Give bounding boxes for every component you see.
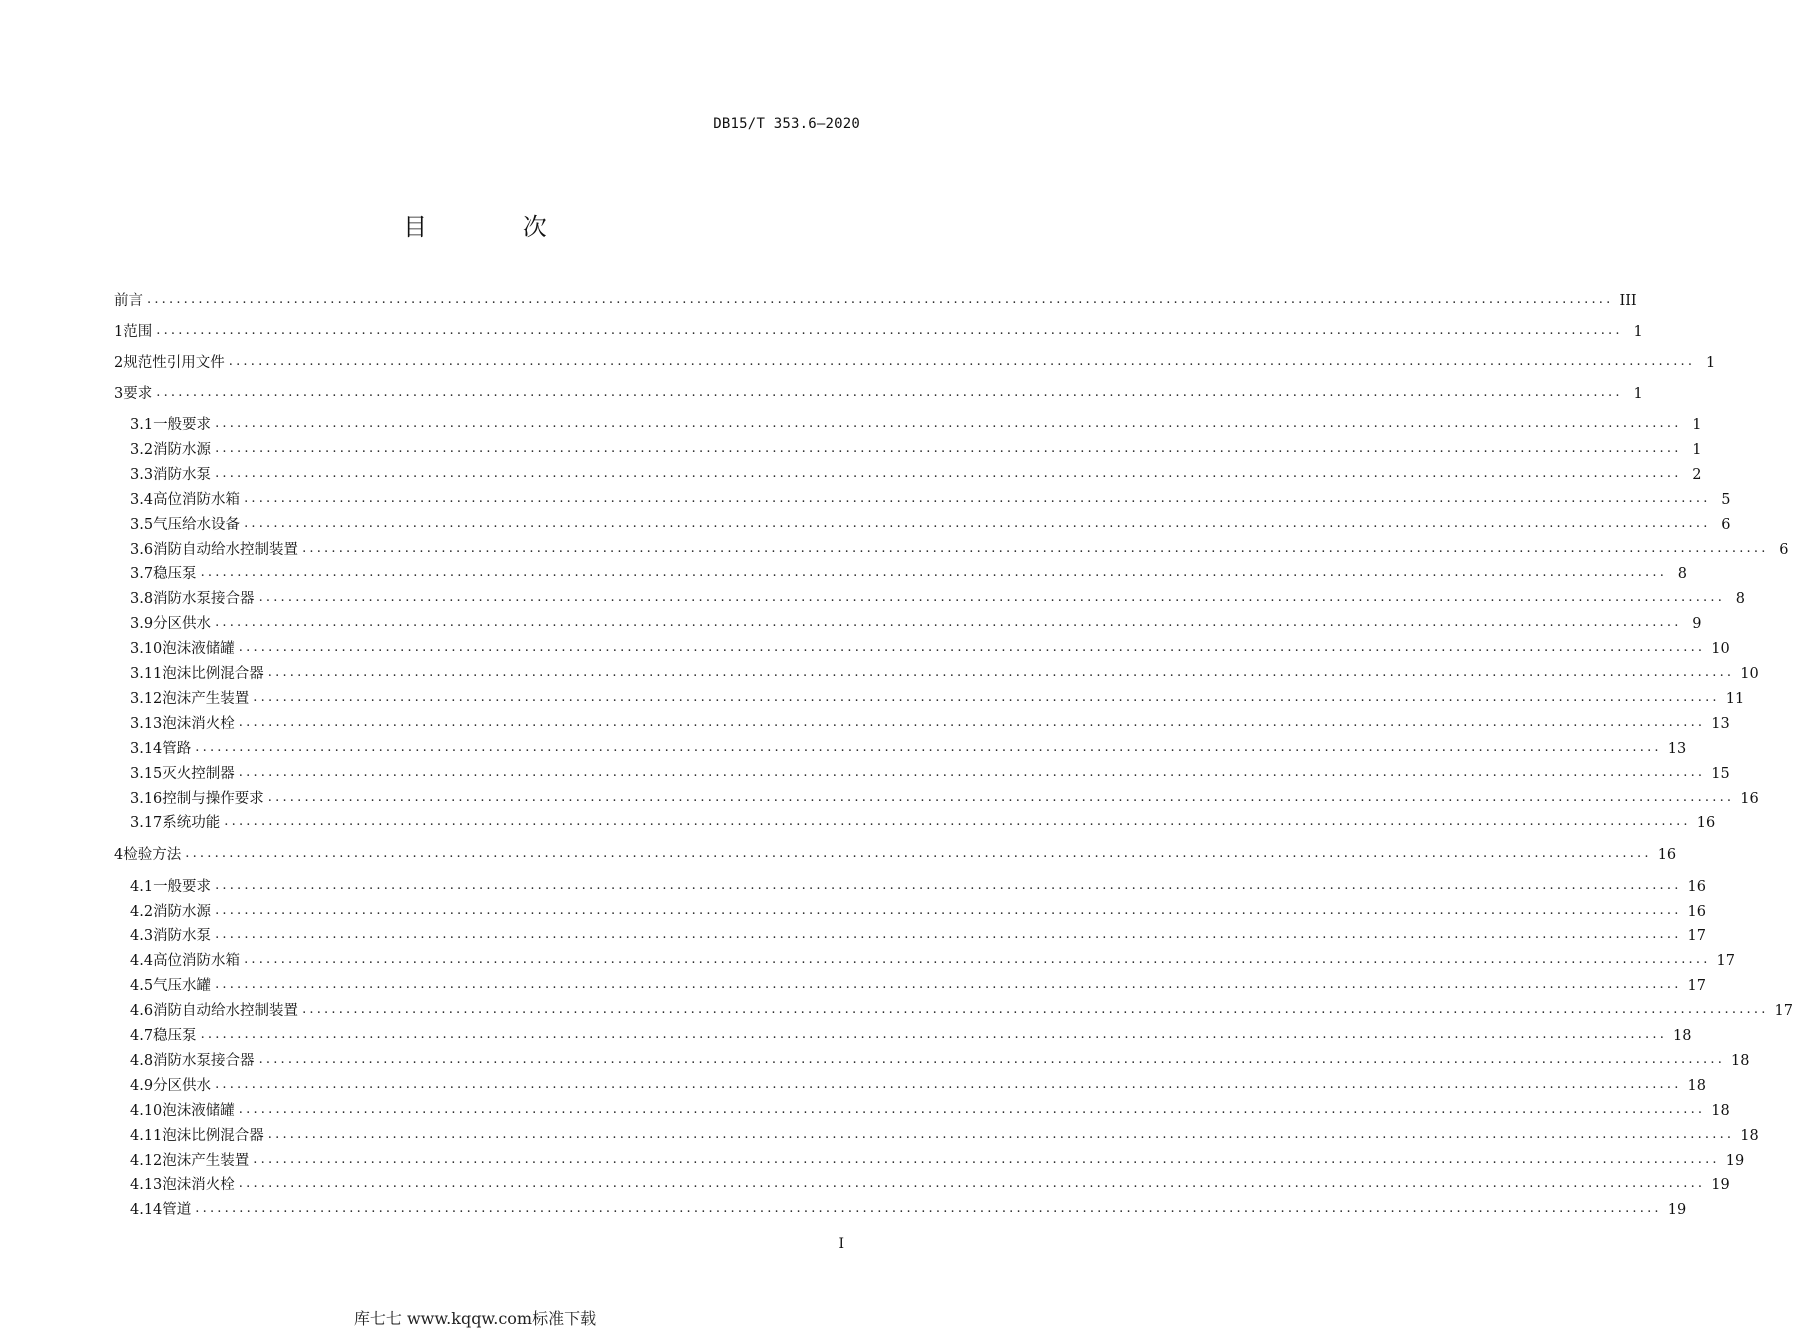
toc-entry-label: 范围 bbox=[123, 324, 153, 340]
toc-entry[interactable] bbox=[130, 898, 1706, 922]
toc-dot-leader: ........................................................................................................................................................................................................ bbox=[200, 1027, 1668, 1042]
toc-entry[interactable] bbox=[130, 660, 1759, 684]
toc-entry-page: 9 bbox=[1692, 616, 1702, 632]
toc-entry-label: 规范性引用文件 bbox=[123, 355, 225, 371]
toc-entry-number: 4.3 bbox=[130, 928, 154, 944]
toc-entry-label: 高位消防水箱 bbox=[153, 953, 241, 969]
toc-entry-page: 17 bbox=[1716, 953, 1735, 969]
toc-entry-page: 16 bbox=[1696, 815, 1716, 831]
toc-dot-leader: ........................................................................................................................................................................................................ bbox=[238, 640, 1706, 655]
toc-entry-number: 4.5 bbox=[130, 978, 154, 994]
toc-entry-number: 3.17 bbox=[130, 815, 163, 831]
toc-entry-page: 1 bbox=[1692, 442, 1702, 458]
toc-entry-number: 4 bbox=[114, 847, 124, 863]
toc-entry-label: 检验方法 bbox=[123, 847, 182, 863]
toc-entry-page: 18 bbox=[1687, 1078, 1706, 1094]
toc-dot-leader: ........................................................................................................................................................................................................ bbox=[156, 385, 1623, 400]
toc-entry-label: 泡沫产生装置 bbox=[162, 1153, 250, 1169]
toc-entry-number: 3.12 bbox=[130, 691, 163, 707]
toc-entry-label: 泡沫液储罐 bbox=[162, 641, 235, 657]
toc-entry[interactable] bbox=[130, 760, 1730, 784]
toc-entry-page: 16 bbox=[1657, 847, 1677, 863]
toc-entry-label: 要求 bbox=[123, 386, 153, 402]
toc-entry-label: 高位消防水箱 bbox=[153, 492, 241, 508]
toc-entry[interactable] bbox=[130, 1122, 1759, 1146]
toc-dot-leader: ........................................................................................................................................................................................................ bbox=[244, 516, 1711, 531]
toc-entry-label: 控制与操作要求 bbox=[162, 791, 264, 807]
toc-dot-leader: ........................................................................................................................................................................................................ bbox=[215, 903, 1682, 918]
toc-entry-label: 泡沫比例混合器 bbox=[162, 666, 264, 682]
document-code: DB15/T 353.6—2020 bbox=[713, 116, 860, 132]
toc-dot-leader: ........................................................................................................................................................................................................ bbox=[238, 715, 1706, 730]
toc-entry-number: 3.3 bbox=[130, 467, 154, 483]
toc-entry-number: 4.14 bbox=[130, 1202, 163, 1218]
toc-dot-leader: ........................................................................................................................................................................................................ bbox=[215, 878, 1682, 893]
toc-entry-number: 4.13 bbox=[130, 1177, 163, 1193]
toc-dot-leader: ........................................................................................................................................................................................................ bbox=[147, 292, 1614, 307]
toc-entry-label: 分区供水 bbox=[153, 616, 212, 632]
toc-entry[interactable] bbox=[130, 610, 1702, 634]
toc-entry[interactable] bbox=[130, 560, 1688, 584]
toc-entry-label: 消防水泵接合器 bbox=[153, 1053, 255, 1069]
toc-dot-leader: ........................................................................................................................................................................................................ bbox=[253, 690, 1720, 705]
toc-entry-number: 4.8 bbox=[130, 1053, 154, 1069]
toc-dot-leader: ........................................................................................................................................................................................................ bbox=[302, 1002, 1769, 1017]
toc-entry-label: 消防水泵接合器 bbox=[153, 591, 255, 607]
toc-entry-page: 11 bbox=[1725, 691, 1745, 707]
toc-entry-number: 3.16 bbox=[130, 791, 163, 807]
toc-entry-label: 泡沫液储罐 bbox=[162, 1103, 235, 1119]
toc-entry-page: 17 bbox=[1687, 978, 1706, 994]
toc-entry-number: 3.4 bbox=[130, 492, 154, 508]
toc-entry-page: 2 bbox=[1692, 467, 1702, 483]
toc-entry-label: 泡沫比例混合器 bbox=[162, 1128, 264, 1144]
toc-entry[interactable] bbox=[130, 685, 1745, 709]
toc-entry[interactable] bbox=[130, 809, 1716, 833]
toc-entry-number: 3.11 bbox=[130, 666, 163, 682]
toc-entry-label: 泡沫消火栓 bbox=[162, 716, 235, 732]
toc-entry[interactable] bbox=[130, 997, 1793, 1021]
toc-entry-number: 4.2 bbox=[130, 904, 154, 920]
toc-entry-page: 1 bbox=[1633, 324, 1643, 340]
toc-entry-label: 消防水泵 bbox=[153, 467, 212, 483]
toc-entry-number: 3.6 bbox=[130, 542, 154, 558]
toc-dot-leader: ........................................................................................................................................................................................................ bbox=[215, 416, 1682, 431]
toc-dot-leader: ........................................................................................................................................................................................................ bbox=[215, 927, 1682, 942]
toc-entry[interactable] bbox=[130, 710, 1730, 734]
toc-dot-leader: ........................................................................................................................................................................................................ bbox=[238, 765, 1706, 780]
toc-dot-leader: ........................................................................................................................................................................................................ bbox=[302, 541, 1769, 556]
toc-entry-page: 18 bbox=[1740, 1128, 1759, 1144]
toc-entry-label: 灭火控制器 bbox=[162, 766, 235, 782]
toc-entry-page: 18 bbox=[1673, 1028, 1692, 1044]
toc-entry-page: 10 bbox=[1711, 641, 1730, 657]
toc-entry-number: 4.6 bbox=[130, 1003, 154, 1019]
toc-entry-label: 泡沫消火栓 bbox=[162, 1177, 235, 1193]
toc-entry-label: 管路 bbox=[162, 741, 192, 757]
toc-dot-leader: ........................................................................................................................................................................................................ bbox=[200, 565, 1668, 580]
toc-dot-leader: ........................................................................................................................................................................................................ bbox=[215, 466, 1682, 481]
toc-entry-number: 3.1 bbox=[130, 417, 154, 433]
toc-entry-page: 6 bbox=[1779, 542, 1789, 558]
toc-entry[interactable] bbox=[130, 411, 1702, 435]
toc-entry[interactable] bbox=[130, 947, 1735, 971]
toc-entry-label: 稳压泵 bbox=[153, 566, 197, 582]
toc-entry-number: 2 bbox=[114, 355, 124, 371]
toc-entry[interactable] bbox=[130, 735, 1687, 759]
toc-entry-label: 前言 bbox=[114, 293, 143, 309]
toc-entry-page: 10 bbox=[1740, 666, 1759, 682]
toc-dot-leader: ........................................................................................................................................................................................................ bbox=[267, 1127, 1735, 1142]
toc-entry-page: 1 bbox=[1692, 417, 1702, 433]
toc-dot-leader: ........................................................................................................................................................................................................ bbox=[215, 615, 1682, 630]
toc-entry-number: 3.5 bbox=[130, 517, 154, 533]
toc-entry[interactable] bbox=[130, 1022, 1692, 1046]
toc-entry[interactable] bbox=[130, 585, 1746, 609]
toc-entry-number: 4.7 bbox=[130, 1028, 154, 1044]
toc-entry[interactable] bbox=[130, 1196, 1687, 1220]
toc-entry-number: 3.2 bbox=[130, 442, 154, 458]
toc-entry[interactable] bbox=[114, 287, 1637, 311]
toc-entry[interactable] bbox=[130, 536, 1789, 560]
toc-entry-page: 19 bbox=[1711, 1177, 1730, 1193]
toc-entry-label: 分区供水 bbox=[153, 1078, 212, 1094]
toc-dot-leader: ........................................................................................................................................................................................................ bbox=[185, 846, 1652, 861]
toc-entry-page: 6 bbox=[1721, 517, 1731, 533]
toc-entry-page: 18 bbox=[1711, 1103, 1730, 1119]
toc-entry[interactable] bbox=[130, 461, 1702, 485]
toc-entry[interactable] bbox=[130, 922, 1706, 946]
toc-entry-page: 16 bbox=[1687, 904, 1706, 920]
toc-entry-page: 1 bbox=[1705, 355, 1716, 371]
toc-entry-number: 3 bbox=[114, 386, 124, 402]
toc-entry-label: 消防水源 bbox=[153, 442, 212, 458]
toc-entry-number: 3.8 bbox=[130, 591, 154, 607]
toc-entry[interactable] bbox=[130, 1147, 1745, 1171]
toc-entry-number: 3.14 bbox=[130, 741, 163, 757]
toc-entry[interactable] bbox=[130, 635, 1730, 659]
toc-dot-leader: ........................................................................................................................................................................................................ bbox=[238, 1176, 1706, 1191]
toc-entry-label: 气压给水设备 bbox=[153, 517, 241, 533]
toc-entry-label: 消防自动给水控制装置 bbox=[153, 542, 299, 558]
toc-entry-number: 4.1 bbox=[130, 879, 154, 895]
toc-entry-number: 4.4 bbox=[130, 953, 154, 969]
toc-entry-page: 15 bbox=[1711, 766, 1730, 782]
toc-entry-number: 3.9 bbox=[130, 616, 154, 632]
toc-entry-label: 气压水罐 bbox=[153, 978, 212, 994]
toc-entry[interactable] bbox=[130, 785, 1759, 809]
toc-entry-page: 16 bbox=[1687, 879, 1706, 895]
toc-entry-page: 1 bbox=[1633, 386, 1643, 402]
toc-dot-leader: ........................................................................................................................................................................................................ bbox=[253, 1152, 1720, 1167]
toc-entry-label: 泡沫产生装置 bbox=[162, 691, 250, 707]
toc-entry-page: 19 bbox=[1725, 1153, 1745, 1169]
toc-dot-leader: ........................................................................................................................................................................................................ bbox=[224, 814, 1691, 829]
toc-entry[interactable] bbox=[114, 380, 1643, 404]
toc-entry[interactable] bbox=[130, 972, 1706, 996]
toc-entry-label: 消防水泵 bbox=[153, 928, 212, 944]
toc-entry[interactable] bbox=[130, 1047, 1750, 1071]
toc-entry-page: 16 bbox=[1740, 791, 1759, 807]
toc-entry-number: 4.9 bbox=[130, 1078, 154, 1094]
toc-entry-page: 17 bbox=[1774, 1003, 1793, 1019]
toc-entry[interactable] bbox=[130, 1171, 1730, 1195]
toc-entry[interactable] bbox=[114, 349, 1716, 373]
footer-watermark: 库七七 www.kqqw.com标准下载 bbox=[353, 1309, 597, 1328]
toc-entry-label: 消防水源 bbox=[153, 904, 212, 920]
toc-entry[interactable] bbox=[130, 1072, 1706, 1096]
toc-entry-page: 17 bbox=[1687, 928, 1706, 944]
toc-entry[interactable] bbox=[130, 486, 1731, 510]
toc-dot-leader: ........................................................................................................................................................................................................ bbox=[267, 665, 1735, 680]
toc-entry-page: 5 bbox=[1721, 492, 1731, 508]
toc-dot-leader: ........................................................................................................................................................................................................ bbox=[244, 491, 1711, 506]
toc-entry-page: 8 bbox=[1735, 591, 1746, 607]
toc-entry-number: 4.10 bbox=[130, 1103, 163, 1119]
page-title: 目 次 bbox=[403, 213, 591, 241]
toc-dot-leader: ........................................................................................................................................................................................................ bbox=[156, 323, 1623, 338]
page-number: I bbox=[838, 1236, 844, 1252]
toc-entry[interactable] bbox=[130, 511, 1731, 535]
toc-entry-number: 3.10 bbox=[130, 641, 163, 657]
toc-entry-number: 3.15 bbox=[130, 766, 163, 782]
toc-dot-leader: ........................................................................................................................................................................................................ bbox=[215, 441, 1682, 456]
toc-entry-label: 系统功能 bbox=[162, 815, 221, 831]
toc-entry-page: 8 bbox=[1677, 566, 1688, 582]
toc-entry[interactable] bbox=[130, 873, 1706, 897]
toc-dot-leader: ........................................................................................................................................................................................................ bbox=[244, 952, 1711, 967]
toc-entry-number: 3.13 bbox=[130, 716, 163, 732]
toc-dot-leader: ........................................................................................................................................................................................................ bbox=[258, 1052, 1726, 1067]
toc-dot-leader: ........................................................................................................................................................................................................ bbox=[195, 1201, 1662, 1216]
toc-entry[interactable] bbox=[130, 436, 1702, 460]
toc-entry-label: 管道 bbox=[162, 1202, 192, 1218]
toc-entry-page: 19 bbox=[1667, 1202, 1687, 1218]
toc-dot-leader: ........................................................................................................................................................................................................ bbox=[195, 740, 1662, 755]
toc-entry-number: 4.12 bbox=[130, 1153, 163, 1169]
toc-entry-number: 1 bbox=[114, 324, 124, 340]
toc-entry-page: 13 bbox=[1711, 716, 1730, 732]
toc-dot-leader: ........................................................................................................................................................................................................ bbox=[228, 354, 1696, 369]
toc-entry-number: 3.7 bbox=[130, 566, 154, 582]
toc-entry-number: 4.11 bbox=[130, 1128, 163, 1144]
toc-entry-page: 18 bbox=[1731, 1053, 1750, 1069]
toc-entry-page: III bbox=[1619, 293, 1637, 309]
toc-dot-leader: ........................................................................................................................................................................................................ bbox=[215, 1077, 1682, 1092]
toc-entry[interactable] bbox=[114, 841, 1677, 865]
toc-dot-leader: ........................................................................................................................................................................................................ bbox=[238, 1102, 1706, 1117]
toc-dot-leader: ........................................................................................................................................................................................................ bbox=[258, 590, 1726, 605]
toc-entry[interactable] bbox=[130, 1097, 1730, 1121]
toc-entry[interactable] bbox=[114, 318, 1643, 342]
toc-entry-label: 稳压泵 bbox=[153, 1028, 197, 1044]
toc-entry-label: 一般要求 bbox=[153, 417, 212, 433]
toc-entry-page: 13 bbox=[1667, 741, 1687, 757]
toc-dot-leader: ........................................................................................................................................................................................................ bbox=[215, 977, 1682, 992]
toc-entry-label: 消防自动给水控制装置 bbox=[153, 1003, 299, 1019]
toc-entry-label: 一般要求 bbox=[153, 879, 212, 895]
toc-dot-leader: ........................................................................................................................................................................................................ bbox=[267, 790, 1735, 805]
